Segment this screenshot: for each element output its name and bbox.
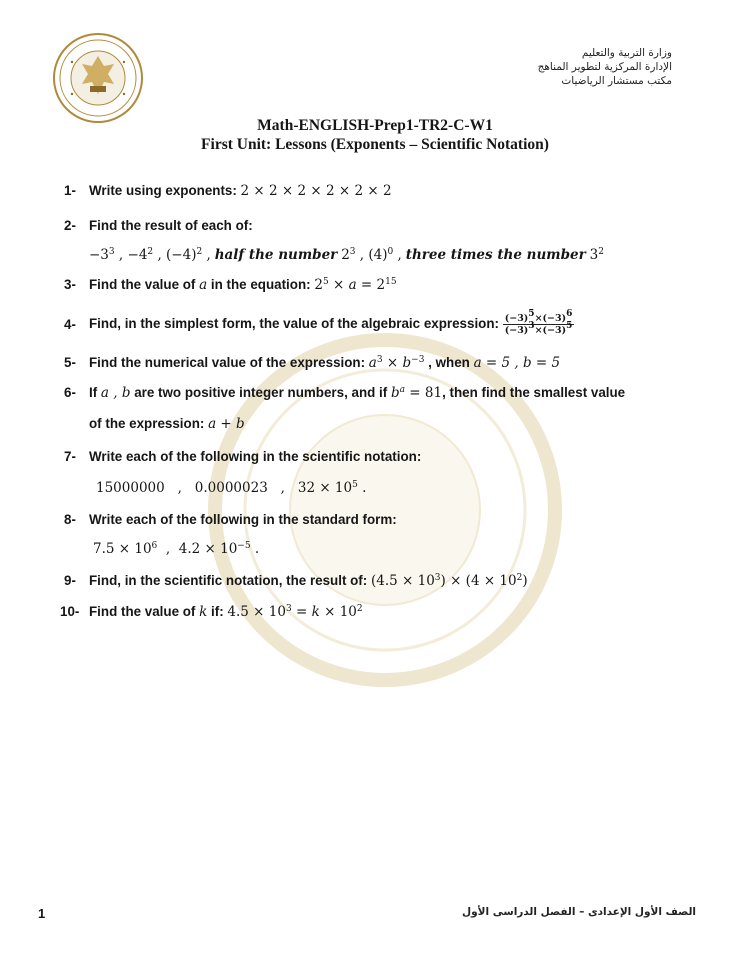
question-number: 2- [64,218,76,233]
three-times-text: three times the number [405,247,586,263]
item-2: $4.2 \times 10^{-5}$ . [178,541,260,557]
question-text: Find, in the simplest form, the value of the algebraic expression: [89,316,499,332]
when-text: , when [428,355,470,370]
worksheet-page: وزارة التربية والتعليم الإدارة المركزية لتطوير المناهج مكتب مستشار الرياضيات Math-ENGLISH-Prep1-TR2-C-W1 First Unit: Lessons (Exponents – Scientific Notation) 1- Write using exponents: 2 × 2 × 2 × 2 × 2 × 2 2- Find the result of each of: $-3^3$ , $-4^2$ , $(-4)^2$ , half the number $2^3$ , $(4)^0$ , three times the number $3^2$ 3- Find the value of a in the equation: $2^5 \times a = 2^{15}$ 4- Find, in the simplest form, the value of the algebraic expression: $\frac{(-3)^5\times(-3)^6}{(-3)^3\times(-3)^5}$ 5- Find the numerical value of the expression: $a^3 \times b^{-3}$ , when a = 5 , b = 5 6- If a , b are two positive integer numbers, and if $b^a = 81$, then find the smallest value of the expression: a + b 7- Write each of the following in the scientific notation: 15000000 , 0.0000023 , $32 \times 10^5$ . 8- Write each of the following in the standard form: $7.5 \times 10^6$ , $4.2 \times 10^{-5}$ . 9- Find, in the scientific notation, the result of: $(4.5 \times 10^3) \times (4 \times 10^2)$ 10- Find the value of k if: $4.5 \times 10^3 = k \times 10^2$ 1 الصف الأول الإعدادى – الفصل الدراسى الأول [0,0,750,964]
question-text: Write using exponents: [89,183,237,198]
half-text: half the number [214,247,338,263]
given-values: a = 5 , b = 5 [473,355,561,371]
question-2-expressions: $-3^3$ , $-4^2$ , $(-4)^2$ , half the number $2^3$ , $(4)^0$ , three times the number $3^2$ [89,247,604,263]
question-8-items: $7.5 \times 10^6$ , $4.2 \times 10^{-5}$ . [93,541,260,557]
page-number: 1 [38,906,46,921]
question-number: 3- [64,277,76,292]
ministry-logo-icon [52,32,144,124]
item-3: $32 \times 10^5$ . [297,480,367,496]
question-number: 8- [64,512,76,527]
question-text-2: are two positive integer numbers, and if [134,385,388,400]
question-number: 9- [64,573,76,588]
item-2: 0.0000023 [194,480,268,496]
question-number: 4- [64,317,76,332]
variable-a: a [199,277,208,293]
question-number: 7- [64,449,76,464]
question-number: 10- [60,604,80,619]
question-number: 1- [64,183,76,198]
question-text: Find the value of [89,277,196,292]
expression: a + b [208,416,245,432]
variables-ab: a , b [100,385,131,401]
question-text: Find the result of each of: [89,218,253,233]
unit-title: First Unit: Lessons (Exponents – Scientific Notation) [201,136,549,153]
question-number: 6- [64,385,76,400]
ministry-header [538,46,672,88]
question-7-items: 15000000 , 0.0000023 , $32 \times 10^5$ . [96,480,367,496]
question-text-2: in the equation: [210,277,311,292]
question-text-3: , then find the smallest value [442,385,626,400]
department-name: الإدارة المركزية لتطوير المناهج [537,61,672,73]
question-text: Find the value of [89,604,196,619]
watermark-seal-icon [205,330,565,690]
question-text: Write each of the following in the scientific notation: [89,449,422,464]
question-text-2: if: [211,604,224,619]
ministry-name: وزارة التربية والتعليم [581,47,672,59]
question-text: Find the numerical value of the expression: [89,355,366,370]
grade-term-footer: الصف الأول الإعدادى – الفصل الدراسى الأول [462,906,696,918]
question-expression: 2 × 2 × 2 × 2 × 2 × 2 [240,183,392,199]
item-1: $7.5 \times 10^6$ [93,541,158,557]
question-text: Find, in the scientific notation, the result of: [89,573,368,588]
variable-k: k [199,604,208,620]
question-text: If [89,385,98,400]
question-number: 5- [64,355,76,370]
algebraic-fraction: $\frac{(-3)^5\times(-3)^6}{(-3)^3\times(-3)^5}$ [504,309,573,336]
office-name: مكتب مستشار الرياضيات [561,75,672,87]
question-text: of the expression: [89,416,205,431]
worksheet-code: Math-ENGLISH-Prep1-TR2-C-W1 [257,117,493,134]
question-text: Write each of the following in the standard form: [89,512,397,527]
item-1: 15000000 [96,480,165,496]
